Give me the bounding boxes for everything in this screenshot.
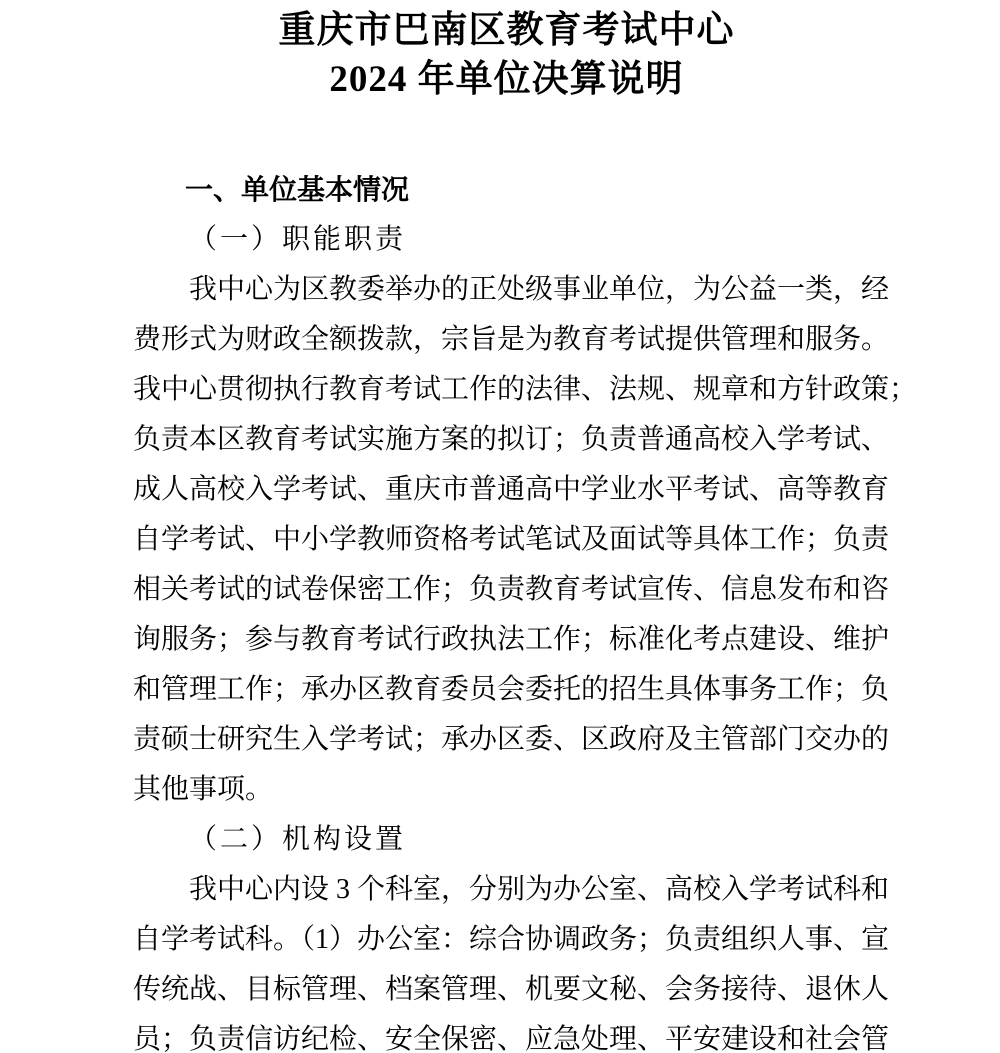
body-line: 员；负责信访纪检、安全保密、应急处理、平安建设和社会管 [133, 1024, 890, 1053]
paragraph-duties [133, 265, 918, 815]
document-content [133, 0, 918, 1053]
body-line: 询服务；参与教育考试行政执法工作；标准化考点建设、维护 [133, 624, 890, 655]
body-line: 我中心为区教委举办的正处级事业单位，为公益一类，经 [189, 274, 890, 305]
body-line: 和管理工作；承办区教育委员会委托的招生具体事务工作；负 [133, 674, 890, 705]
body-line: 自学考试科。（1）办公室：综合协调政务；负责组织人事、宣 [133, 924, 890, 955]
body-line: 费形式为财政全额拨款，宗旨是为教育考试提供管理和服务。 [133, 324, 890, 355]
subsection-heading-organization: （二）机构设置 [189, 824, 407, 855]
body-line: 自学考试、中小学教师资格考试笔试及面试等具体工作；负责 [133, 524, 890, 555]
paragraph-organization [133, 865, 890, 1053]
body-line: 成人高校入学考试、重庆市普通高中学业水平考试、高等教育 [133, 474, 890, 505]
document-title-line-1: 重庆市巴南区教育考试中心 [278, 10, 735, 51]
body-line: 相关考试的试卷保密工作；负责教育考试宣传、信息发布和咨 [133, 574, 890, 605]
body-line: 其他事项。 [133, 774, 274, 805]
section-heading-basic-info: 一、单位基本情况 [185, 174, 410, 205]
document-title [133, 0, 880, 104]
body-line: 我中心贯彻执行教育考试工作的法律、法规、规章和方针政策； [133, 374, 918, 405]
subsection-heading-duties: （一）职能职责 [189, 224, 407, 255]
document-title-line-2: 2024 年单位决算说明 [329, 59, 684, 100]
body-line: 责硕士研究生入学考试；承办区委、区政府及主管部门交办的 [133, 724, 890, 755]
body-line: 我中心内设 3 个科室，分别为办公室、高校入学考试科和 [189, 874, 890, 905]
body-line: 负责本区教育考试实施方案的拟订；负责普通高校入学考试、 [133, 424, 890, 455]
body-line: 传统战、目标管理、档案管理、机要文秘、会务接待、退休人 [133, 974, 890, 1005]
